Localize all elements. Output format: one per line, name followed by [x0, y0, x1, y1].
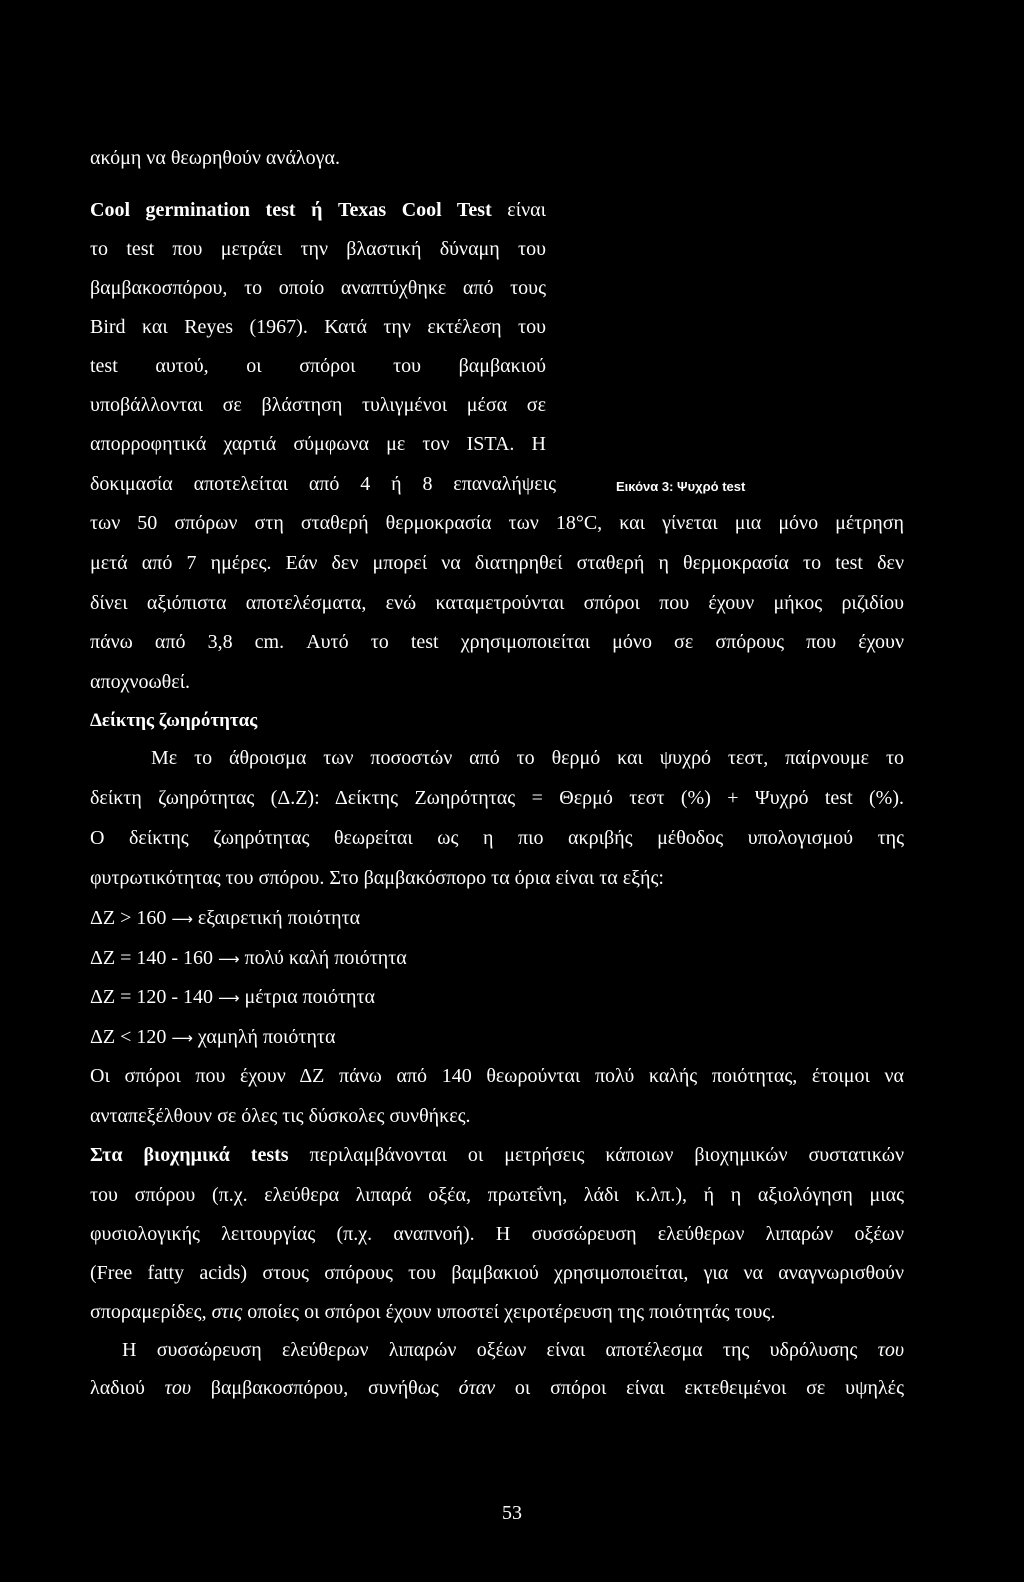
section-heading: Δείκτης ζωηρότητας	[90, 710, 258, 731]
text-line: Ο δείκτης ζωηρότητας θεωρείται ως η πιο ακριβής μέθοδος υπολογισμού της	[90, 827, 904, 849]
italic-word: του	[164, 1377, 191, 1399]
arrow-icon: ⟶	[218, 989, 240, 1007]
threshold-quality: πολύ καλή ποιότητα	[244, 947, 407, 969]
threshold-quality: χαμηλή ποιότητα	[197, 1026, 336, 1048]
text-line	[90, 197, 546, 223]
text-fragment: οι σπόροι είναι εκτεθειμένοι σε υψηλές	[495, 1377, 904, 1399]
arrow-icon: ⟶	[171, 910, 193, 928]
text-line: φυτρωτικότητας του σπόρου. Στο βαμβακόσπορο τα όρια είναι τα εξής:	[90, 867, 664, 889]
text-line: test αυτού, οι σπόροι του βαμβακιού	[90, 355, 546, 377]
text-fragment: οποίες οι σπόροι έχουν υποστεί χειροτέρευση της ποιότητάς τους.	[242, 1301, 776, 1323]
page-number: 53	[502, 1502, 522, 1524]
text-line	[90, 1375, 904, 1401]
text-line: του σπόρου (π.χ. ελεύθερα λιπαρά οξέα, πρωτεΐνη, λάδι κ.λπ.), ή η αξιολόγηση μιας	[90, 1184, 904, 1206]
text-line: των 50 σπόρων στη σταθερή θερμοκρασία των 18°C, και γίνεται μια μόνο μέτρηση	[90, 512, 904, 534]
text-fragment: βαμβακοσπόρου, συνήθως	[191, 1377, 459, 1399]
text-line: αποχνοωθεί.	[90, 671, 191, 693]
threshold-range: ΔΖ > 160	[90, 907, 167, 929]
formula-line: δείκτη ζωηρότητας (Δ.Ζ): Δείκτης Ζωηρότητας = Θερμό τεστ (%) + Ψυχρό test (%).	[90, 787, 904, 809]
term-biochemical-tests: Στα βιοχημικά tests	[90, 1144, 289, 1166]
text-fragment: είναι	[491, 199, 546, 221]
threshold-quality: μέτρια ποιότητα	[244, 986, 376, 1008]
text-fragment: λαδιού	[90, 1377, 165, 1399]
text-line: ακόμη να θεωρηθούν ανάλογα.	[90, 147, 340, 169]
text-fragment: περιλαμβάνονται οι μετρήσεις κάποιων βιοχημικών συστατικών	[288, 1144, 904, 1166]
threshold-item	[90, 1024, 335, 1051]
term-cool-germination: Cool germination test ή Texas Cool Test	[90, 199, 492, 221]
text-line	[122, 1337, 904, 1363]
italic-word: όταν	[458, 1377, 496, 1399]
threshold-quality: εξαιρετική ποιότητα	[197, 907, 361, 929]
arrow-icon: ⟶	[171, 1029, 193, 1047]
threshold-item	[90, 905, 360, 932]
text-line: Με το άθροισμα των ποσοστών από το θερμό και ψυχρό τεστ, παίρνουμε το	[151, 747, 904, 769]
text-fragment: σποραμερίδες,	[90, 1301, 212, 1323]
italic-word: του	[877, 1339, 904, 1361]
text-line: υποβάλλονται σε βλάστηση τυλιγμένοι μέσα σε	[90, 394, 546, 416]
text-line	[90, 1142, 904, 1168]
italic-word: στις	[211, 1301, 243, 1323]
text-line: (Free fatty acids) στους σπόρους του βαμβακιού χρησιμοποιείται, για να αναγνωρισθούν	[90, 1262, 904, 1284]
threshold-range: ΔΖ = 140 - 160	[90, 947, 214, 969]
text-line: ανταπεξέλθουν σε όλες τις δύσκολες συνθήκες.	[90, 1105, 471, 1127]
text-line: απορροφητικά χαρτιά σύμφωνα με τον ISTA. Η	[90, 433, 546, 455]
text-line: το test που μετράει την βλαστική δύναμη του	[90, 238, 546, 260]
arrow-icon: ⟶	[218, 950, 240, 968]
threshold-item	[90, 984, 375, 1011]
text-line: δοκιμασία αποτελείται από 4 ή 8 επαναλήψεις	[90, 473, 556, 495]
text-line: μετά από 7 ημέρες. Εάν δεν μπορεί να διατηρηθεί σταθερή η θερμοκρασία το test δεν	[90, 552, 904, 574]
text-line: βαμβακοσπόρου, το οποίο αναπτύχθηκε από τους	[90, 277, 546, 299]
text-line	[90, 1299, 775, 1325]
text-line: πάνω από 3,8 cm. Αυτό το test χρησιμοποιείται μόνο σε σπόρους που έχουν	[90, 631, 904, 653]
threshold-item	[90, 945, 407, 972]
threshold-range: ΔΖ < 120	[90, 1026, 167, 1048]
text-fragment: Η συσσώρευση ελεύθερων λιπαρών οξέων είναι αποτέλεσμα της υδρόλυσης	[122, 1339, 878, 1361]
text-line: Οι σπόροι που έχουν ΔΖ πάνω από 140 θεωρούνται πολύ καλής ποιότητας, έτοιμοι να	[90, 1065, 904, 1087]
text-line: δίνει αξιόπιστα αποτελέσματα, ενώ καταμετρούνται σπόροι που έχουν μήκος ριζιδίου	[90, 592, 904, 614]
text-line: Bird και Reyes (1967). Κατά την εκτέλεση του	[90, 316, 546, 338]
text-line: φυσιολογικής λειτουργίας (π.χ. αναπνοή). Η συσσώρευση ελεύθερων λιπαρών οξέων	[90, 1223, 904, 1245]
figure-caption: Εικόνα 3: Ψυχρό test	[616, 479, 746, 494]
threshold-range: ΔΖ = 120 - 140	[90, 986, 214, 1008]
